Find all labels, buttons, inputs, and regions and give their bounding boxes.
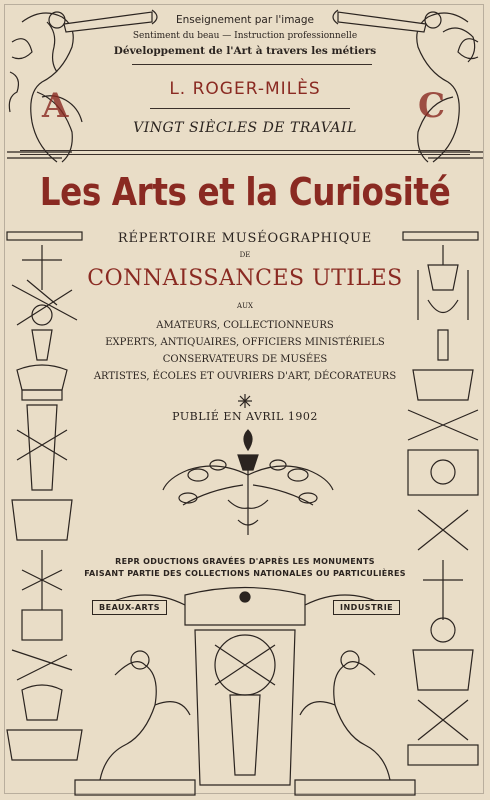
header-line-1: Enseignement par l'image [176,14,314,26]
audience-line-2: EXPERTS, ANTIQUAIRES, OFFICIERS MINISTÉRIELS [105,337,385,348]
series-title: VINGT SIÈCLES DE TRAVAIL [133,120,357,136]
audience-aux: AUX [237,302,253,310]
subtitle-repertoire: RÉPERTOIRE MUSÉOGRAPHIQUE [117,231,373,246]
main-title: Les Arts et la Curiosité [39,170,451,214]
header-line-3: Développement de l'Art à travers les métiers [113,45,377,57]
reproductions-line-2: FAISANT PARTIE DES COLLECTIONS NATIONALES OU PARTICULIÈRES [84,569,406,578]
banner-beaux-arts: BEAUX-ARTS [92,600,167,615]
subtitle-de: DE [239,251,251,259]
banner-industrie: INDUSTRIE [333,600,400,615]
audience-line-1: AMATEURS, COLLECTIONNEURS [156,320,334,331]
page-frame [4,4,484,794]
subtitle-connaissances: CONNAISSANCES UTILES [87,266,403,291]
audience-line-4: ARTISTES, ÉCOLES ET OUVRIERS D'ART, DÉCORATEURS [93,371,397,382]
publication-date: PUBLIÉ EN AVRIL 1902 [172,410,318,423]
author-name: L. ROGER-MILÈS [169,79,321,99]
reproductions-line-1: REPR ODUCTIONS GRAVÉES D'APRÈS LES MONUMENTS [115,557,375,566]
header-line-2: Sentiment du beau — Instruction professionnelle [132,31,358,41]
svg-text:A: A [42,86,69,126]
svg-text:C: C [418,86,446,126]
audience-line-3: CONSERVATEURS DE MUSÉES [162,354,328,365]
